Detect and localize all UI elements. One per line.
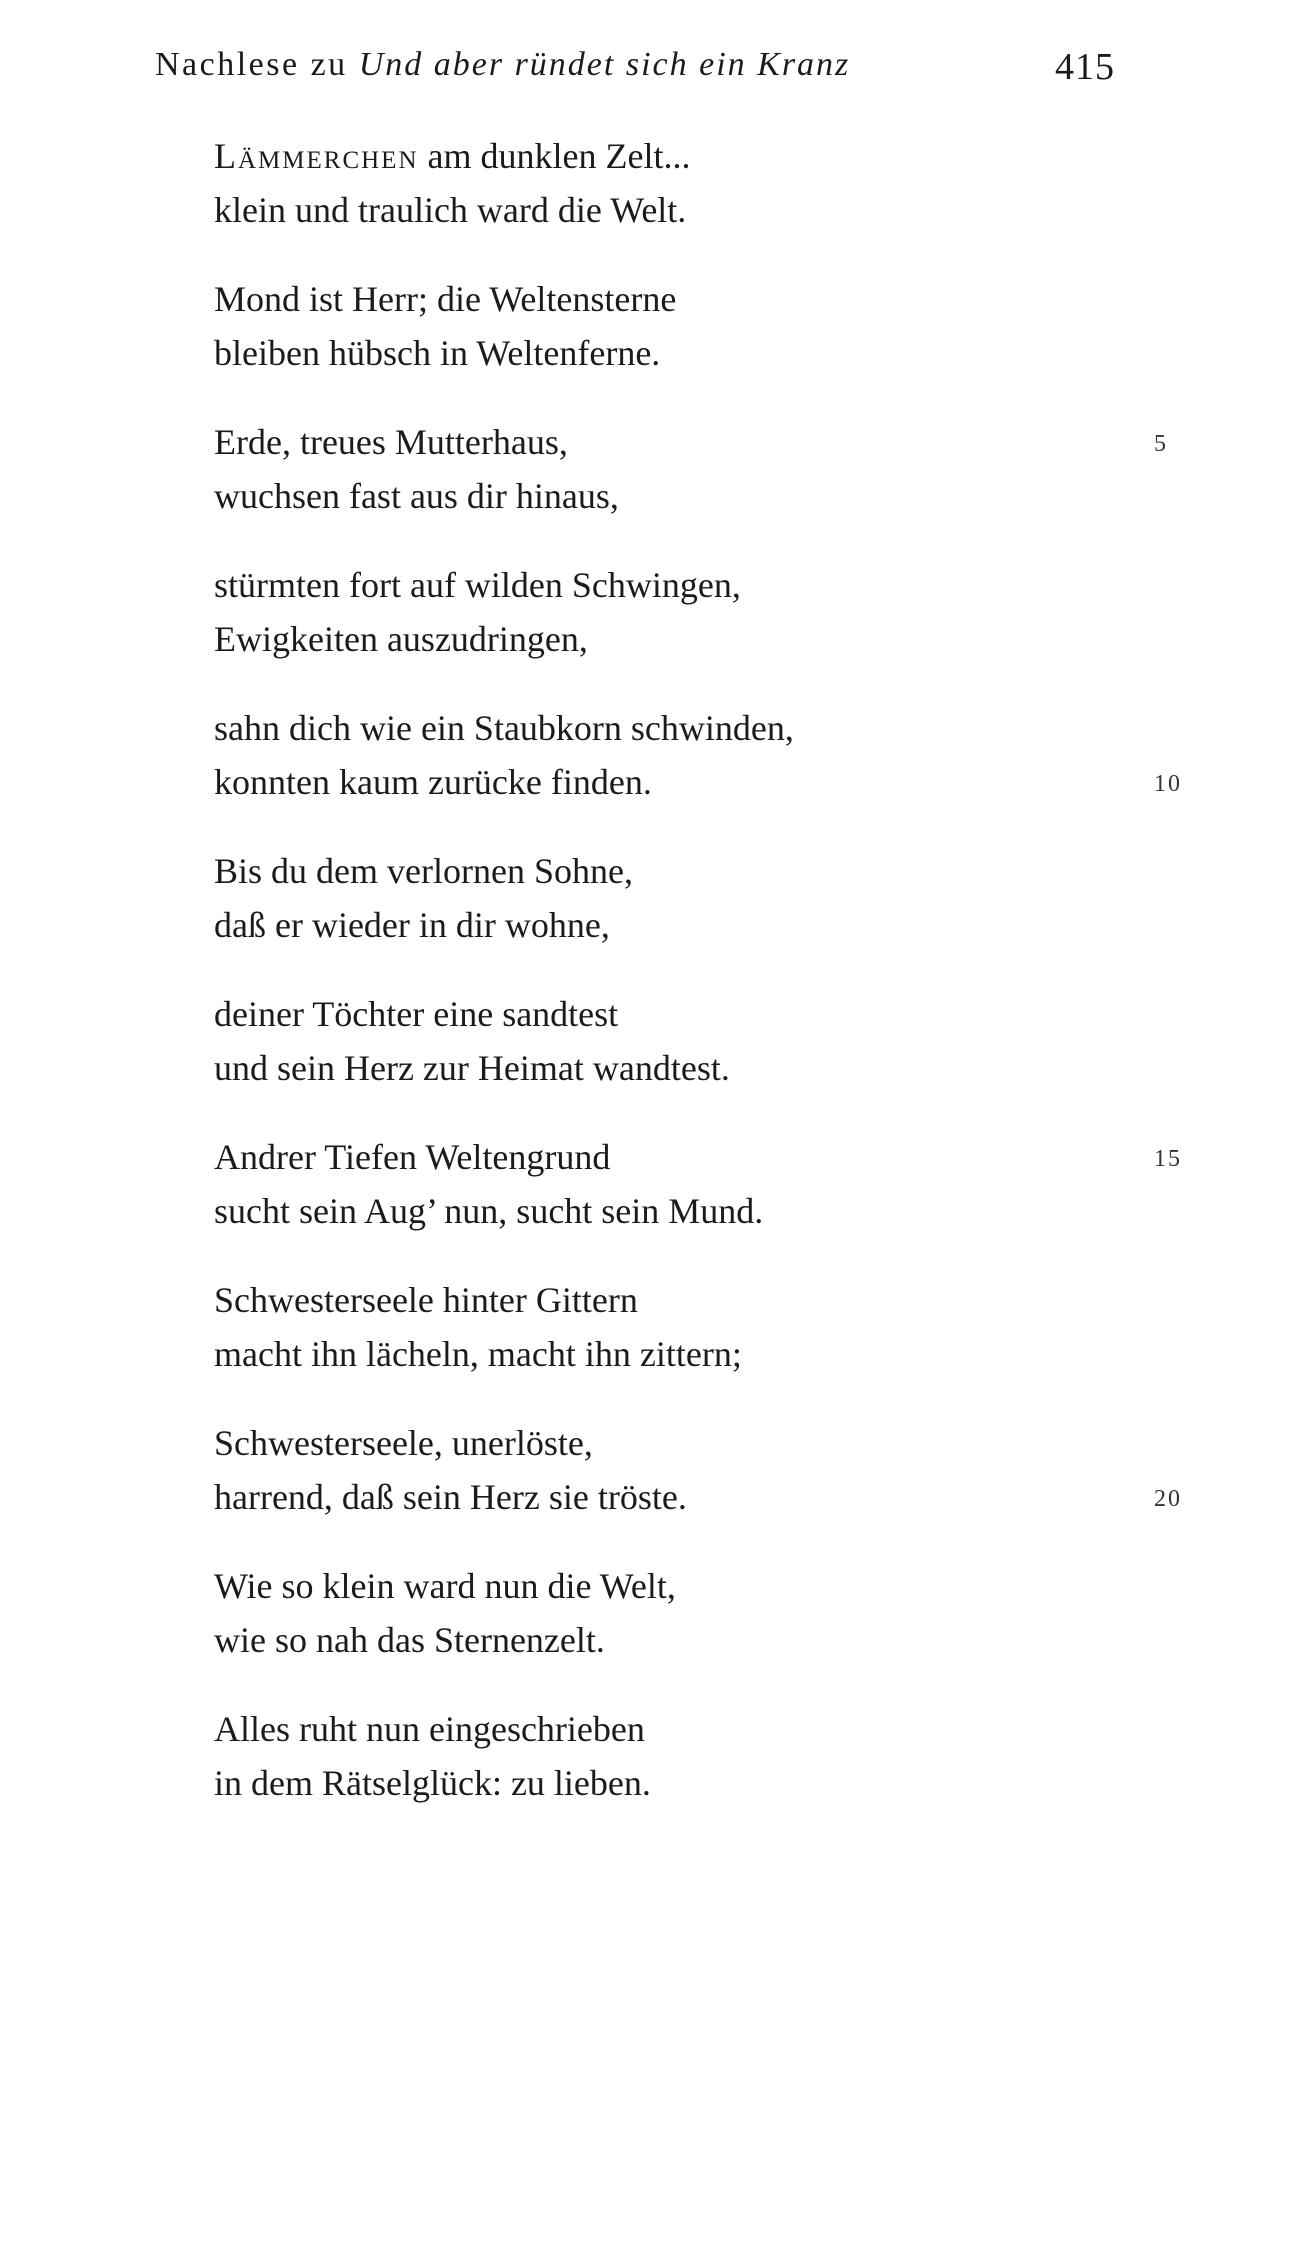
verse-line-text: Schwesterseele hinter Gittern: [214, 1280, 638, 1320]
running-head-title: Und aber ründet sich ein Kranz: [358, 46, 851, 83]
verse-line-text: konnten kaum zurücke finden.: [214, 761, 652, 802]
line-number: 20: [1154, 1485, 1182, 1512]
verse-line: [214, 130, 1194, 184]
verse-line: [214, 899, 1194, 953]
verse-line: [214, 1131, 1194, 1185]
running-head-prefix: Nachlese zu: [155, 46, 359, 83]
verse-line-text: klein und traulich ward die Welt.: [214, 189, 687, 230]
verse-line: [214, 1614, 1194, 1668]
stanza: [214, 1560, 1194, 1667]
stanza: [214, 1131, 1194, 1238]
verse-line-text: sucht sein Aug’ nun, sucht sein Mund.: [214, 1190, 764, 1231]
line-number: 10: [1154, 770, 1182, 797]
verse-line-text: harrend, daß sein Herz sie tröste.: [214, 1476, 687, 1517]
verse-line: [214, 273, 1194, 327]
stanza: [214, 416, 1194, 523]
verse-line-lead: Lämmerchen: [214, 136, 419, 176]
verse-line: [214, 845, 1194, 899]
verse-line-text: Bis du dem verlornen Sohne,: [214, 851, 633, 891]
verse-line-text: Erde, treues Mutterhaus,: [214, 422, 568, 462]
verse-line-text: am dunklen Zelt...: [418, 136, 691, 176]
verse-line: [214, 613, 1194, 667]
page-number: 415: [1055, 46, 1115, 88]
stanza: [214, 1417, 1194, 1524]
verse-line: [214, 756, 1194, 810]
verse-line-text: wuchsen fast aus dir hinaus,: [214, 475, 619, 516]
verse-line-text: Schwesterseele, unerlöste,: [214, 1423, 593, 1463]
verse-line-text: Ewigkeiten auszudringen,: [214, 618, 588, 659]
verse-line: [214, 559, 1194, 613]
poem: [214, 130, 1194, 1846]
line-number: 15: [1154, 1146, 1182, 1172]
verse-line-text: wie so nah das Sternenzelt.: [214, 1619, 605, 1660]
verse-line: [214, 1328, 1194, 1382]
verse-line: [214, 1560, 1194, 1614]
verse-line-text: und sein Herz zur Heimat wandtest.: [214, 1047, 730, 1088]
running-head: [155, 42, 850, 88]
verse-line-text: bleiben hübsch in Weltenferne.: [214, 332, 661, 373]
verse-line-text: Mond ist Herr; die Weltensterne: [214, 279, 677, 319]
verse-line: [214, 1042, 1194, 1096]
verse-line: [214, 470, 1194, 524]
verse-line: [214, 416, 1194, 470]
stanza: [214, 273, 1194, 380]
verse-line-text: in dem Rätselglück: zu lieben.: [214, 1762, 651, 1803]
verse-line: [214, 184, 1194, 238]
verse-line-text: stürmten fort auf wilden Schwingen,: [214, 565, 741, 605]
verse-line-text: daß er wieder in dir wohne,: [214, 904, 610, 945]
verse-line-text: macht ihn lächeln, macht ihn zittern;: [214, 1333, 742, 1374]
verse-line: [214, 1757, 1194, 1811]
verse-line: [214, 702, 1194, 756]
verse-line: [214, 1274, 1194, 1328]
verse-line-text: Andrer Tiefen Weltengrund: [214, 1137, 611, 1177]
verse-line: [214, 1417, 1194, 1471]
verse-line: [214, 327, 1194, 381]
verse-line-text: Wie so klein ward nun die Welt,: [214, 1566, 676, 1606]
verse-line-text: sahn dich wie ein Staubkorn schwinden,: [214, 708, 794, 748]
verse-line: [214, 1185, 1194, 1239]
verse-line: [214, 988, 1194, 1042]
stanza: [214, 988, 1194, 1095]
stanza: [214, 1274, 1194, 1381]
stanza: [214, 559, 1194, 666]
verse-line: [214, 1703, 1194, 1757]
stanza: [214, 130, 1194, 237]
stanza: [214, 702, 1194, 809]
line-number: 5: [1154, 431, 1168, 457]
stanza: [214, 1703, 1194, 1810]
stanza: [214, 845, 1194, 952]
verse-line-text: deiner Töchter eine sandtest: [214, 994, 619, 1034]
verse-line-text: Alles ruht nun eingeschrieben: [214, 1709, 645, 1749]
verse-line: [214, 1471, 1194, 1525]
